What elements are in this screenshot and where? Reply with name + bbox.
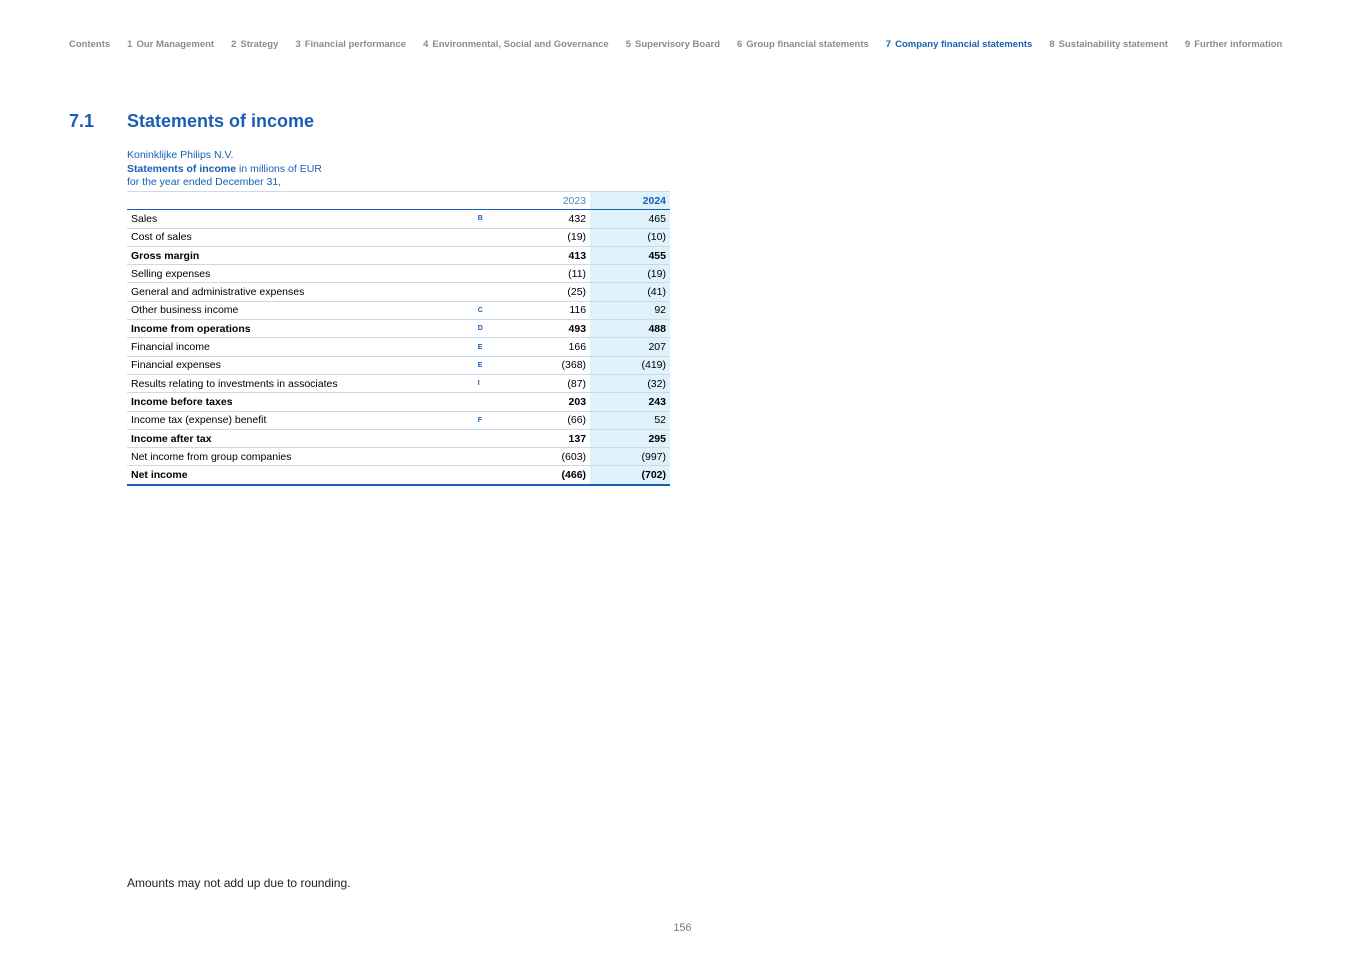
note-reference (474, 429, 502, 447)
statement-period: for the year ended December 31, (127, 176, 282, 188)
row-label: Sales (127, 210, 474, 228)
note-reference[interactable]: C (474, 301, 502, 319)
table-row (127, 210, 670, 228)
top-navigation (69, 39, 1299, 50)
header-note-spacer (474, 192, 502, 210)
row-label: Selling expenses (127, 265, 474, 283)
statement-title-line (127, 163, 322, 177)
nav-item-label: Group financial statements (746, 39, 869, 50)
note-reference (474, 393, 502, 411)
note-reference[interactable]: B (474, 210, 502, 228)
note-reference[interactable]: F (474, 411, 502, 429)
table-row (127, 429, 670, 447)
page-number: 156 (673, 922, 692, 934)
nav-item-supervisory-board[interactable] (626, 39, 720, 50)
value-2023: 166 (501, 338, 590, 356)
value-2024: (702) (590, 466, 670, 485)
nav-item-contents[interactable] (69, 39, 110, 50)
table-caption (127, 149, 322, 190)
nav-item-label: Company financial statements (895, 39, 1033, 50)
nav-item-sustainability-statement[interactable] (1049, 39, 1168, 50)
value-2023: 203 (501, 393, 590, 411)
nav-item-number: 2 (231, 39, 237, 50)
row-label: Net income (127, 466, 474, 485)
table-row (127, 466, 670, 485)
nav-item-further-information[interactable] (1185, 39, 1282, 50)
row-label: Income before taxes (127, 393, 474, 411)
value-2023: 413 (501, 246, 590, 264)
table-row (127, 411, 670, 429)
nav-item-label: Environmental, Social and Governance (432, 39, 609, 50)
value-2023: (368) (501, 356, 590, 374)
section-title: Statements of income (127, 111, 315, 131)
row-label: Income from operations (127, 320, 474, 338)
row-label: Financial expenses (127, 356, 474, 374)
nav-item-number: 5 (625, 39, 631, 50)
value-2023: 493 (501, 320, 590, 338)
row-label: Income tax (expense) benefit (127, 411, 474, 429)
table-row (127, 301, 670, 319)
value-2024: 488 (590, 320, 670, 338)
note-reference (474, 246, 502, 264)
value-2024: 465 (590, 210, 670, 228)
value-2024: 92 (590, 301, 670, 319)
nav-item-group-financial-statements[interactable] (737, 39, 869, 50)
note-reference (474, 283, 502, 301)
nav-item-strategy[interactable] (231, 39, 278, 50)
value-2023: (87) (501, 374, 590, 392)
statement-title: Statements of income (127, 162, 237, 175)
note-reference[interactable]: E (474, 356, 502, 374)
nav-item-number: 8 (1049, 39, 1055, 50)
nav-item-label: Sustainability statement (1058, 39, 1168, 50)
nav-item-number: 4 (423, 39, 429, 50)
row-label: Cost of sales (127, 228, 474, 246)
nav-item-label: Contents (69, 39, 111, 50)
value-2023: (66) (501, 411, 590, 429)
value-2024: 52 (590, 411, 670, 429)
value-2023: (466) (501, 466, 590, 485)
value-2023: (11) (501, 265, 590, 283)
nav-item-label: Strategy (240, 39, 279, 50)
table-row (127, 338, 670, 356)
value-2024: 243 (590, 393, 670, 411)
value-2024: (10) (590, 228, 670, 246)
nav-item-financial-performance[interactable] (295, 39, 406, 50)
statement-unit: in millions of EUR (236, 162, 322, 175)
nav-item-number: 9 (1184, 39, 1191, 50)
value-2023: (19) (501, 228, 590, 246)
nav-item-label: Further information (1194, 39, 1283, 50)
value-2023: (603) (501, 448, 590, 466)
table-row (127, 374, 670, 392)
note-reference[interactable]: I (474, 374, 502, 392)
header-2023: 2023 (501, 192, 590, 210)
row-label: Financial income (127, 338, 474, 356)
table-row (127, 448, 670, 466)
value-2023: 137 (501, 429, 590, 447)
note-reference (474, 466, 502, 485)
table-row (127, 320, 670, 338)
value-2024: (32) (590, 374, 670, 392)
row-label: Net income from group companies (127, 448, 474, 466)
table-row (127, 393, 670, 411)
value-2024: (997) (590, 448, 670, 466)
nav-item-label: Supervisory Board (635, 39, 720, 50)
table-row (127, 265, 670, 283)
value-2023: (25) (501, 283, 590, 301)
value-2024: (419) (590, 356, 670, 374)
income-statement-table (127, 191, 670, 486)
nav-item-environmental-social-and-governance[interactable] (423, 39, 609, 50)
nav-item-number: 6 (737, 39, 743, 50)
section-heading (69, 111, 314, 132)
table-row (127, 356, 670, 374)
nav-item-our-management[interactable] (127, 39, 214, 50)
row-label: Income after tax (127, 429, 474, 447)
row-label: Other business income (127, 301, 474, 319)
table-row (127, 228, 670, 246)
row-label: General and administrative expenses (127, 283, 474, 301)
nav-item-number: 7 (885, 39, 892, 50)
note-reference (474, 265, 502, 283)
table-body (127, 210, 670, 485)
note-reference (474, 448, 502, 466)
nav-item-number: 1 (127, 39, 133, 50)
nav-item-label: Our Management (136, 39, 215, 50)
note-reference (474, 228, 502, 246)
value-2024: 455 (590, 246, 670, 264)
table-row (127, 283, 670, 301)
nav-item-label: Financial performance (304, 39, 407, 50)
header-2024: 2024 (590, 192, 670, 210)
note-reference[interactable]: E (474, 338, 502, 356)
note-reference[interactable]: D (474, 320, 502, 338)
value-2024: 207 (590, 338, 670, 356)
rounding-footnote: Amounts may not add up due to rounding. (127, 876, 351, 890)
row-label: Results relating to investments in associates (127, 374, 474, 392)
header-label-spacer (127, 192, 474, 210)
value-2024: 295 (590, 429, 670, 447)
nav-item-number: 3 (295, 39, 301, 50)
nav-item-company-financial-statements[interactable] (886, 39, 1033, 50)
value-2023: 432 (501, 210, 590, 228)
company-name: Koninklijke Philips N.V. (127, 149, 234, 161)
value-2024: (41) (590, 283, 670, 301)
value-2024: (19) (590, 265, 670, 283)
row-label: Gross margin (127, 246, 474, 264)
table-row (127, 246, 670, 264)
table-header-row (127, 192, 670, 210)
value-2023: 116 (501, 301, 590, 319)
section-number: 7.1 (69, 111, 95, 131)
